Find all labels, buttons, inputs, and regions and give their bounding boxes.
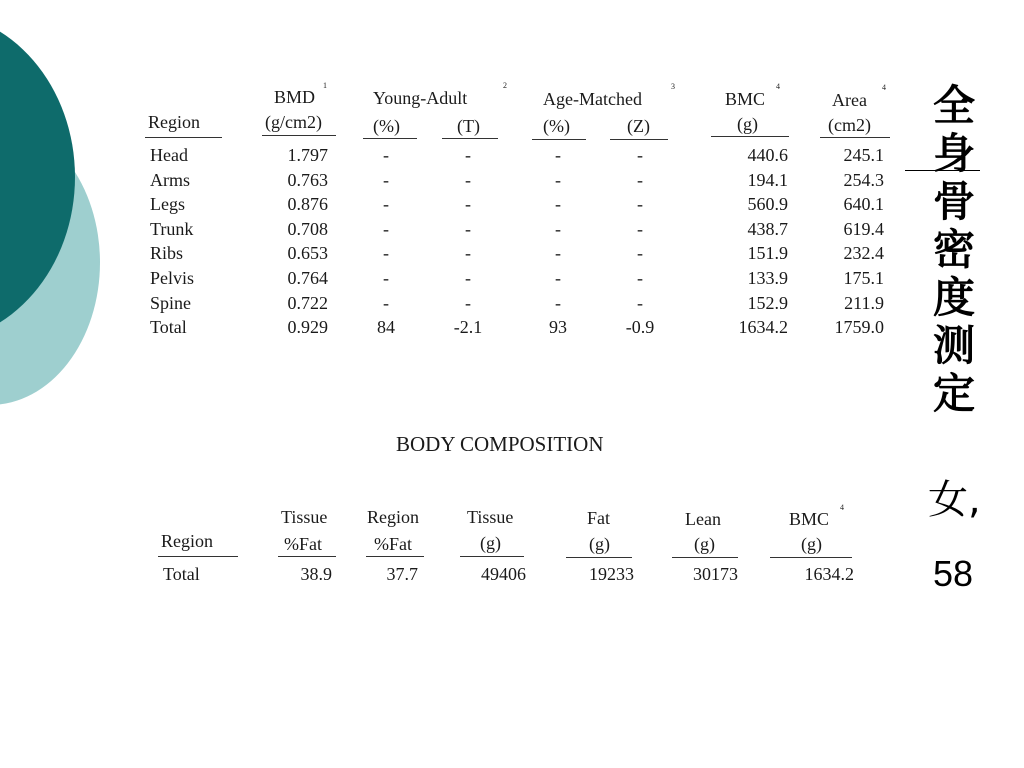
header-age-matched: Age-Matched bbox=[543, 89, 642, 109]
bmd-cell-am-pct: - bbox=[555, 170, 561, 190]
bmd-cell-bmc: 133.9 bbox=[747, 268, 788, 288]
bmd-cell-region: Pelvis bbox=[150, 268, 195, 288]
bmd-cell-ya-pct: - bbox=[383, 170, 389, 190]
bmd-cell-ya-pct: - bbox=[383, 268, 389, 288]
footnote-bmd: 1 bbox=[323, 81, 327, 90]
header-region: Region bbox=[148, 112, 200, 132]
bmd-cell-area: 619.4 bbox=[843, 219, 884, 239]
bmd-cell-bmd: 0.764 bbox=[287, 268, 328, 288]
bc-header-tissue-fat: Tissue bbox=[281, 507, 328, 527]
bmd-cell-bmc: 152.9 bbox=[747, 293, 788, 313]
bmd-cell-ya-t: - bbox=[465, 145, 471, 165]
header-bmc: BMC bbox=[725, 89, 766, 109]
bmd-cell-am-z: - bbox=[637, 293, 643, 313]
bmd-cell-am-pct: - bbox=[555, 194, 561, 214]
bmd-cell-ya-t: -2.1 bbox=[453, 317, 483, 337]
bmd-cell-bmd: 0.708 bbox=[287, 219, 328, 239]
bc-cell-lean: 30173 bbox=[693, 564, 738, 584]
bmd-cell-bmc: 1634.2 bbox=[738, 317, 788, 337]
title-gender: 女, bbox=[928, 477, 981, 523]
bmd-cell-ya-t: - bbox=[465, 170, 471, 190]
bmd-cell-am-pct: 93 bbox=[549, 317, 567, 337]
bmd-cell-bmc: 151.9 bbox=[747, 243, 788, 263]
bc-cell-fat: 19233 bbox=[589, 564, 634, 584]
bc-cell-region-fat: 37.7 bbox=[386, 564, 418, 584]
bc-header-bmc: BMC bbox=[789, 509, 830, 529]
bc-rule-region bbox=[158, 556, 238, 557]
bmd-cell-ya-pct: - bbox=[383, 293, 389, 313]
slide-title bbox=[928, 82, 980, 418]
bmd-cell-am-pct: - bbox=[555, 268, 561, 288]
header-bmd: BMD bbox=[274, 87, 316, 107]
bc-header-bmc-unit: (g) bbox=[801, 534, 822, 554]
bmd-cell-bmd: 0.653 bbox=[287, 243, 328, 263]
bc-rule-fat bbox=[566, 557, 632, 558]
bc-header-lean: Lean bbox=[685, 509, 721, 529]
bmd-cell-area: 640.1 bbox=[843, 194, 884, 214]
bmd-cell-ya-t: - bbox=[465, 243, 471, 263]
title-char: 度 bbox=[932, 273, 975, 322]
bmd-cell-ya-pct: - bbox=[383, 219, 389, 239]
bc-header-fat: Fat bbox=[587, 508, 611, 528]
bc-rule-lean bbox=[672, 557, 738, 558]
bmd-cell-am-z: - bbox=[637, 170, 643, 190]
bmd-cell-area: 1759.0 bbox=[834, 317, 884, 337]
bmd-cell-area: 232.4 bbox=[843, 243, 884, 263]
title-char: 身 bbox=[932, 129, 975, 178]
bmd-cell-am-z: - bbox=[637, 145, 643, 165]
bmd-cell-region: Ribs bbox=[150, 243, 184, 263]
bmd-cell-bmd: 1.797 bbox=[287, 145, 328, 165]
bmd-cell-bmd: 0.929 bbox=[287, 317, 328, 337]
bc-header-region-fat: Region bbox=[367, 507, 419, 527]
bmd-cell-ya-pct: 84 bbox=[377, 317, 395, 337]
title-char: 全 bbox=[932, 81, 975, 130]
header-bmc-unit: (g) bbox=[737, 114, 758, 134]
bmd-cell-bmc: 194.1 bbox=[747, 170, 788, 190]
bmd-cell-am-pct: - bbox=[555, 219, 561, 239]
bc-cell-tissue-fat: 38.9 bbox=[300, 564, 332, 584]
title-char: 测 bbox=[932, 321, 975, 370]
footnote-bmc: 4 bbox=[776, 82, 780, 91]
bc-header-region-fat-unit: %Fat bbox=[374, 534, 412, 554]
bc-rule-bmc bbox=[770, 557, 852, 558]
header-young-t: (T) bbox=[457, 116, 480, 136]
bmd-cell-bmd: 0.722 bbox=[287, 293, 328, 313]
bmd-cell-am-pct: - bbox=[555, 145, 561, 165]
header-area: Area bbox=[832, 90, 867, 110]
header-young-pct: (%) bbox=[373, 116, 400, 136]
header-age-z: (Z) bbox=[627, 116, 650, 136]
bmd-cell-area: 211.9 bbox=[844, 293, 884, 313]
bmd-cell-ya-pct: - bbox=[383, 243, 389, 263]
bc-footnote-bmc: 4 bbox=[840, 503, 844, 512]
bmd-cell-ya-pct: - bbox=[383, 194, 389, 214]
bmd-cell-ya-t: - bbox=[465, 194, 471, 214]
bmd-cell-am-z: -0.9 bbox=[625, 317, 655, 337]
bmd-cell-ya-pct: - bbox=[383, 145, 389, 165]
bmd-cell-region: Arms bbox=[150, 170, 190, 190]
bc-rule-tissue bbox=[460, 556, 524, 557]
header-young-adult: Young-Adult bbox=[373, 88, 468, 108]
header-area-unit: (cm2) bbox=[828, 115, 871, 135]
bmd-cell-bmc: 440.6 bbox=[747, 145, 788, 165]
bmd-cell-bmd: 0.876 bbox=[287, 194, 328, 214]
header-age-pct: (%) bbox=[543, 116, 570, 136]
bmd-cell-ya-t: - bbox=[465, 293, 471, 313]
bmd-cell-region: Trunk bbox=[150, 219, 194, 239]
body-composition-title: BODY COMPOSITION bbox=[396, 432, 604, 456]
bmd-cell-area: 175.1 bbox=[843, 268, 884, 288]
bc-header-lean-unit: (g) bbox=[694, 534, 715, 554]
title-age: 58 bbox=[932, 553, 974, 594]
bmd-cell-am-z: - bbox=[637, 268, 643, 288]
bmd-cell-am-z: - bbox=[637, 243, 643, 263]
bc-cell-region: Total bbox=[163, 564, 200, 584]
bmd-cell-region: Legs bbox=[150, 194, 185, 214]
bmd-cell-area: 245.1 bbox=[843, 145, 884, 165]
bmd-cell-ya-t: - bbox=[465, 219, 471, 239]
bmd-cell-am-pct: - bbox=[555, 293, 561, 313]
bc-header-fat-unit: (g) bbox=[589, 534, 610, 554]
bmd-cell-bmd: 0.763 bbox=[287, 170, 328, 190]
bmd-cell-region: Total bbox=[150, 317, 187, 337]
title-char: 密 bbox=[932, 225, 975, 274]
bmd-cell-ya-t: - bbox=[465, 268, 471, 288]
bc-rule-region-fat bbox=[366, 556, 424, 557]
bmd-cell-am-z: - bbox=[637, 219, 643, 239]
bc-rule-tissue-fat bbox=[278, 556, 336, 557]
title-char: 定 bbox=[932, 369, 975, 418]
bc-header-tissue-unit: (g) bbox=[480, 533, 501, 553]
bmd-cell-region: Spine bbox=[150, 293, 192, 313]
bmd-cell-am-pct: - bbox=[555, 243, 561, 263]
bmd-cell-region: Head bbox=[150, 145, 188, 165]
footnote-area: 4 bbox=[882, 83, 886, 92]
footnote-age-matched: 3 bbox=[671, 82, 675, 91]
bmd-cell-area: 254.3 bbox=[843, 170, 884, 190]
header-bmd-unit: (g/cm2) bbox=[265, 112, 322, 132]
title-char: 骨 bbox=[932, 177, 975, 226]
footnote-young-adult: 2 bbox=[503, 81, 507, 90]
bc-header-tissue-fat-unit: %Fat bbox=[284, 534, 322, 554]
bmd-cell-am-z: - bbox=[637, 194, 643, 214]
bc-header-tissue: Tissue bbox=[467, 507, 514, 527]
bmd-cell-bmc: 560.9 bbox=[747, 194, 788, 214]
bmd-cell-bmc: 438.7 bbox=[747, 219, 788, 239]
bc-cell-bmc: 1634.2 bbox=[804, 564, 854, 584]
bc-header-region: Region bbox=[161, 531, 213, 551]
bc-cell-tissue: 49406 bbox=[481, 564, 526, 584]
